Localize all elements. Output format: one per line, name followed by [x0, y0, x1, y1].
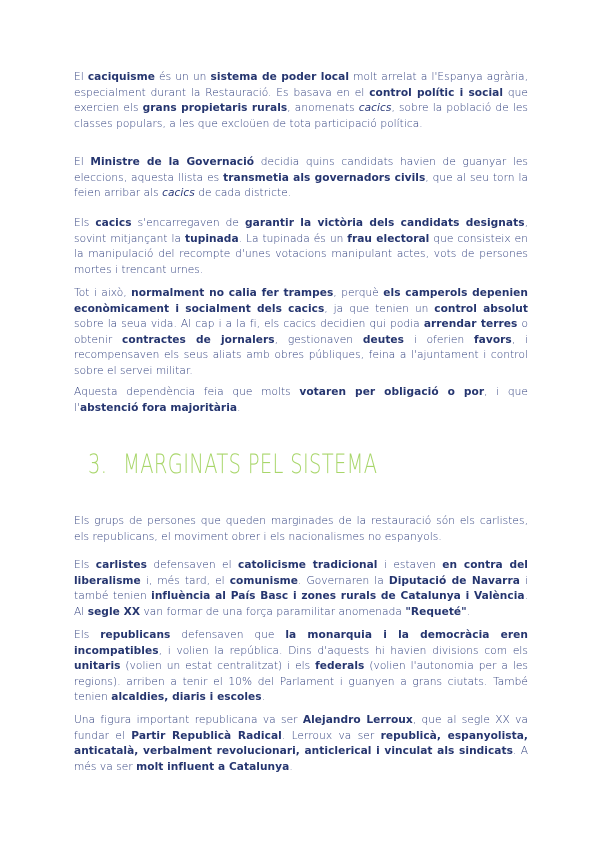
bold-term: abstenció fora majoritària	[79, 401, 238, 414]
text-run: El	[74, 156, 91, 168]
text-run: i estaven	[377, 559, 443, 571]
bold-term: republicans	[100, 629, 171, 641]
text-run: , i recompensaven els seus aliats amb obres públiques, feina a l'ajuntament i control sobre el servei militar.	[74, 333, 528, 377]
bold-term: deutes	[362, 333, 405, 346]
bold-term: Ministre de la Governació	[90, 156, 255, 168]
bold-term: alcaldies, diaris i escoles	[111, 691, 262, 704]
paragraph-dependencia-camperols	[74, 286, 528, 380]
italic-term: cacics	[358, 102, 392, 115]
paragraph-abstencio	[74, 385, 528, 416]
section-number: 3.	[88, 449, 108, 480]
text-run: i també tenien	[74, 574, 528, 603]
text-run: . Lerroux va ser	[281, 729, 381, 742]
text-run: Aquesta dependència feia que molts	[74, 386, 300, 398]
text-run: decidia quins candidats havien de guanyar les eleccions, aquesta llista es	[74, 156, 529, 184]
text-run: i oferien	[404, 333, 475, 346]
text-run: defensaven que	[170, 629, 286, 641]
bold-term: comunisme	[229, 574, 299, 587]
bold-term: favors	[474, 333, 512, 346]
bold-term: Alejandro Lerroux	[302, 714, 413, 726]
text-run: s'encarregaven de	[131, 217, 245, 229]
text-run: molt arrelat a l'Espanya agrària, especialment durant la Restauració. Es basava en el	[74, 71, 529, 99]
bold-term: republicà, espanyolista, anticatalà, verbalment revolucionari, anticlerical i vinculat als sindicats	[74, 729, 528, 758]
bold-term: els camperols depenien econòmicament i socialment dels cacics	[74, 287, 528, 315]
text-run: . Governaren la	[298, 574, 389, 587]
text-run: , i volien la república. Dins d'aquests hi havien divisions com els	[158, 644, 528, 657]
bold-term: tupinada	[185, 232, 239, 245]
bold-term: sistema de poder local	[210, 71, 350, 83]
text-run: , ja que tenien un	[324, 302, 435, 315]
bold-term: caciquisme	[87, 71, 155, 83]
text-run: , gestionaven	[274, 333, 363, 346]
bold-term: normalment no calia fer trampes	[131, 287, 334, 299]
bold-term: influència al País Basc i zones rurals de Catalunya i València	[151, 590, 525, 603]
text-run: Tot i això,	[74, 287, 132, 299]
bold-term: Partir Republicà Radical	[131, 729, 282, 742]
bold-term: Diputació de Navarra	[388, 574, 520, 587]
paragraph-ministre-governacio	[74, 155, 528, 202]
bold-term: en contra del liberalisme	[74, 559, 528, 587]
bold-term: la monarquia i la democràcia eren incompatibles	[74, 629, 528, 657]
text-run: , sobre la població de les classes populars, a les que excloüen de tota participació política.	[74, 102, 528, 130]
text-run: , sovint mitjançant la	[74, 217, 528, 245]
text-run: que exercien els	[74, 86, 528, 115]
text-run: , i que l'	[74, 386, 528, 414]
bold-term: control absolut	[434, 302, 528, 315]
text-run: .	[289, 760, 293, 773]
bold-term: arrendar terres	[423, 318, 518, 331]
text-run: , que al seu torn la feien arribar als	[74, 171, 528, 200]
text-run: , anomenats	[287, 102, 359, 115]
italic-term: cacics	[162, 187, 195, 200]
bold-term: unitaris	[74, 660, 121, 673]
text-run: Els	[74, 629, 101, 641]
text-run: .	[466, 605, 471, 618]
bold-term: votaren per obligació o por	[299, 386, 485, 398]
paragraph-grups-marginats	[74, 514, 528, 545]
text-run: . Al	[74, 590, 528, 618]
bold-term: segle XX	[87, 605, 141, 618]
text-run: van formar de una força paramilitar anomenada	[140, 605, 406, 618]
text-run: . La tupinada és un	[238, 232, 348, 245]
bold-term: catolicisme tradicional	[238, 559, 378, 571]
paragraph-cacics-tupinada	[74, 216, 528, 278]
text-run: i, més tard, el	[140, 574, 230, 587]
text-run: Els	[74, 559, 96, 571]
paragraph-carlistes	[74, 558, 528, 620]
bold-term: molt influent a Catalunya	[136, 760, 290, 773]
bold-term: federals	[315, 660, 365, 673]
bold-term: "Requeté"	[405, 605, 467, 618]
text-run: Una figura important republicana va ser	[74, 714, 303, 726]
bold-term: control polític i social	[369, 86, 504, 99]
bold-term: contractes de jornalers	[122, 333, 275, 346]
text-run: (volien l'autonomia per a les regions). arriben a tenir el 10% del Parlament i guanyen a grans ciutats. També tenien	[74, 660, 528, 704]
bold-term: grans propietaris rurals	[142, 102, 288, 115]
bold-term: garantir la victòria dels candidats designats	[245, 217, 525, 229]
text-run: , perquè	[333, 287, 384, 299]
paragraph-republicans	[74, 628, 528, 706]
text-run: sobre la seua vida. Al cap i a la fi, els cacics decidien qui podia	[74, 318, 424, 331]
text-run: defensaven el	[146, 559, 239, 571]
text-run: que consisteix en la manipulació del recompte d'unes votacions manipulant actes, vots de persones mortes i trencant urnes.	[74, 232, 529, 276]
section-title: MARGINATS PEL SISTEMA	[123, 449, 378, 480]
paragraph-caciquisme	[74, 70, 528, 132]
text-run: de cada districte.	[194, 187, 292, 200]
text-run: .	[237, 401, 241, 414]
text-run: . A més va ser	[74, 745, 529, 773]
text-run: .	[261, 691, 266, 704]
text-run: El	[74, 71, 88, 83]
text-run: (volien un estat centralitzat) i els	[120, 660, 316, 673]
bold-term: transmetia als governadors civils	[223, 171, 426, 184]
text-run: és un un	[154, 71, 211, 83]
bold-term: carlistes	[95, 559, 147, 571]
paragraph-lerroux	[74, 713, 528, 775]
bold-term: frau electoral	[347, 232, 430, 245]
text-run: Els grups de persones que queden marginades de la restauració són els carlistes, els republicans, el moviment obrer i els nacionalismes no espanyols.	[74, 515, 528, 543]
text-run: Els	[74, 217, 96, 229]
bold-term: cacics	[95, 217, 132, 229]
section-heading	[88, 446, 377, 484]
text-run: o obtenir	[74, 318, 528, 346]
text-run: , que al segle XX va fundar el	[74, 714, 528, 742]
